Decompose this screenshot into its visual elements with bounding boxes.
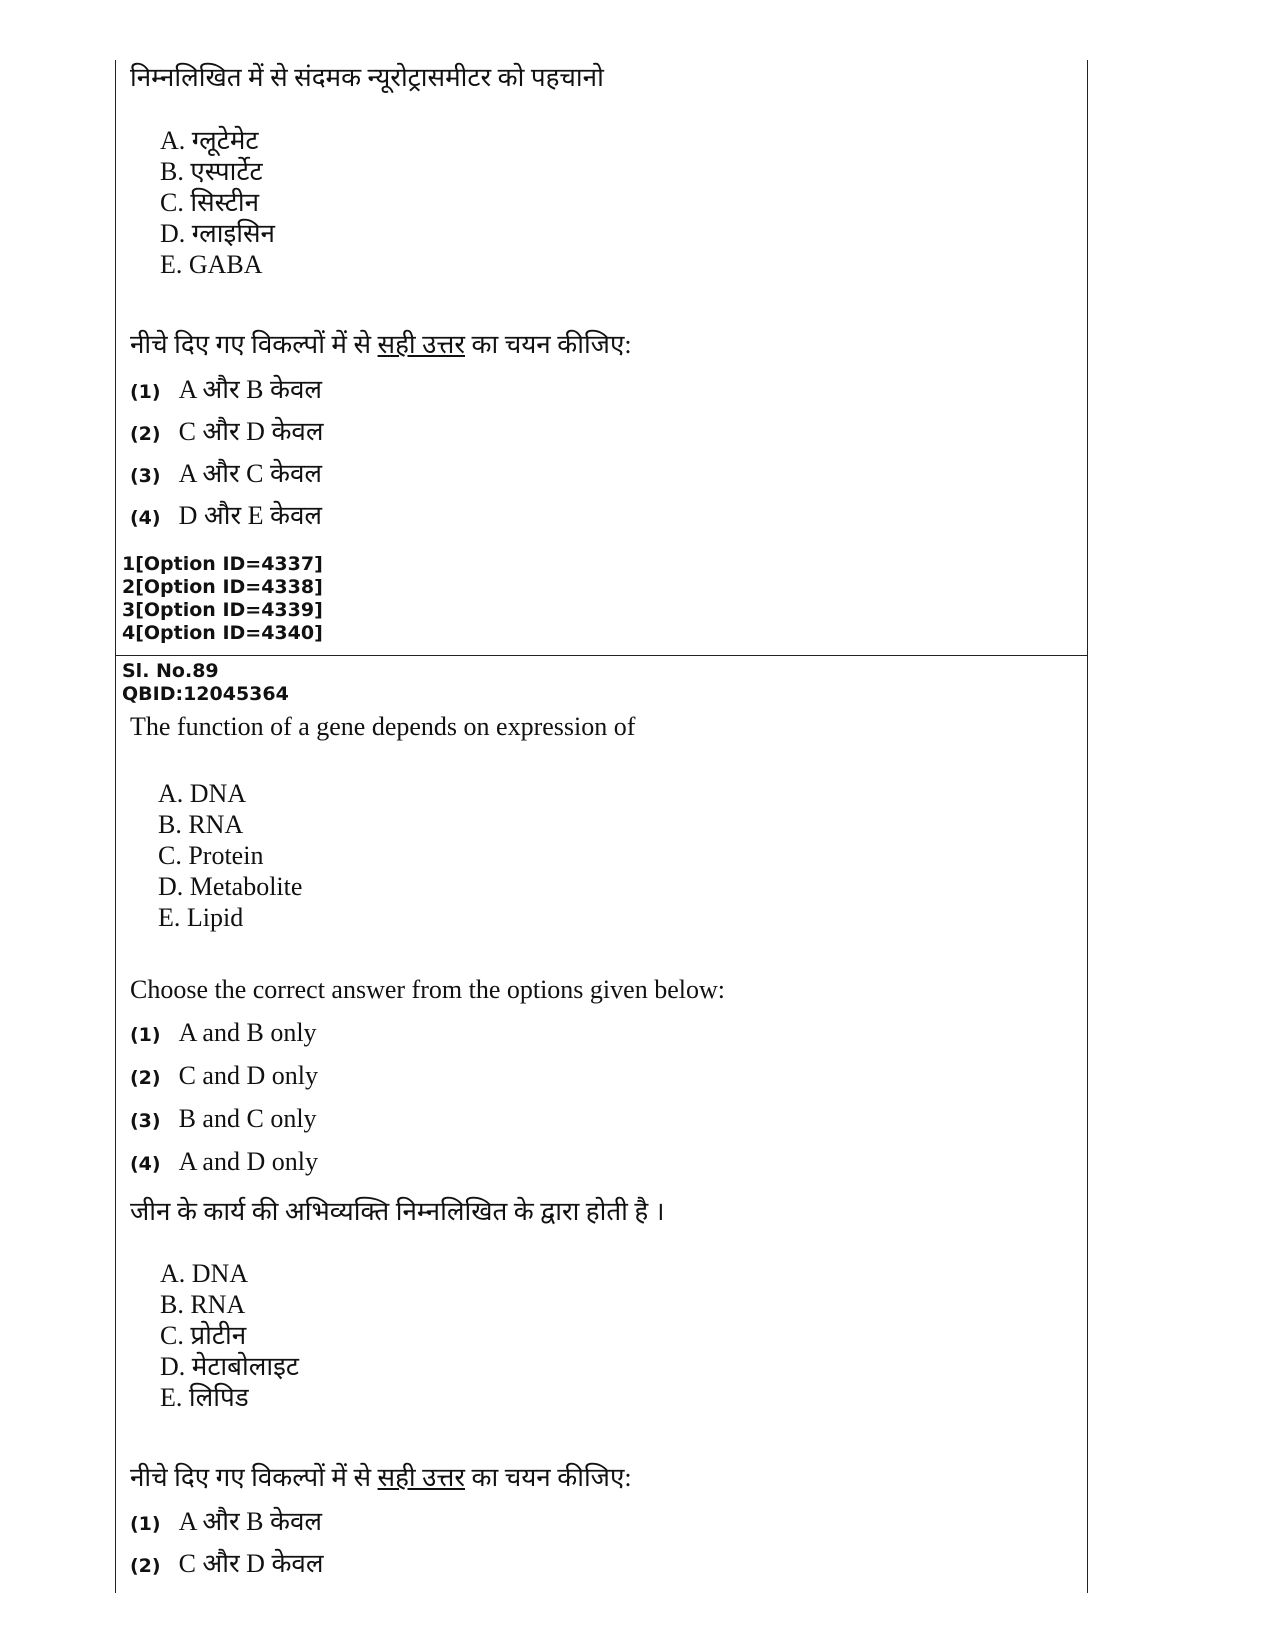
- statement-item: A. ग्लूटेमेट: [160, 126, 259, 155]
- statement-list-english: [158, 778, 302, 933]
- option-text: C और D केवल: [178, 417, 324, 446]
- option-text: A और C केवल: [178, 459, 323, 488]
- answer-option[interactable]: [130, 454, 322, 490]
- option-id: 3[Option ID=4339]: [122, 599, 323, 621]
- answer-option[interactable]: [130, 1104, 317, 1134]
- answer-option[interactable]: [130, 370, 322, 406]
- statement-item: D. Metabolite: [158, 872, 303, 901]
- question-header: [122, 660, 289, 706]
- statement-item: D. मेटाबोलाइट: [160, 1352, 299, 1381]
- question-stem-english: The function of a gene depends on expression of: [130, 712, 636, 741]
- instruction-text-hindi: नीचे दिए गए विकल्पों में से सही उत्तर का चयन कीजिए:: [130, 1463, 632, 1492]
- question-stem: निम्नलिखित में से संदमक न्यूरोट्रासमीटर को पहचानो: [130, 63, 604, 92]
- option-number: (1): [130, 1024, 161, 1046]
- instruction-underlined: सही उत्तर: [377, 330, 466, 359]
- statement-item: B. RNA: [158, 810, 244, 839]
- statement-item: B. RNA: [160, 1290, 246, 1319]
- option-text: C and D only: [178, 1061, 318, 1090]
- option-number: (2): [130, 423, 161, 445]
- answer-option[interactable]: [130, 1502, 322, 1538]
- statement-list: [160, 125, 275, 280]
- statement-item: C. Protein: [158, 841, 264, 870]
- option-text: A and D only: [178, 1147, 318, 1176]
- option-text: D और E केवल: [178, 501, 323, 530]
- option-number: (2): [130, 1067, 161, 1089]
- answer-option[interactable]: [130, 1544, 324, 1580]
- option-number: (1): [130, 1513, 161, 1535]
- option-text: A और B केवल: [178, 375, 323, 404]
- answer-option[interactable]: [130, 496, 322, 532]
- statement-item: E. Lipid: [158, 903, 244, 932]
- option-number: (3): [130, 465, 161, 487]
- statement-list-hindi: [160, 1258, 299, 1413]
- option-id: 4[Option ID=4340]: [122, 622, 323, 644]
- statement-item: E. GABA: [160, 250, 263, 279]
- option-number: (2): [130, 1555, 161, 1577]
- answer-option[interactable]: [130, 1147, 318, 1177]
- row-divider: [115, 655, 1088, 656]
- option-id-list: [122, 553, 323, 645]
- statement-item: A. DNA: [158, 779, 247, 808]
- option-id: 1[Option ID=4337]: [122, 553, 323, 575]
- answer-option[interactable]: [130, 1018, 317, 1048]
- instruction-text-english: Choose the correct answer from the options given below:: [130, 975, 725, 1004]
- instruction-text: नीचे दिए गए विकल्पों में से सही उत्तर का चयन कीजिए:: [130, 330, 632, 359]
- option-number: (4): [130, 1153, 161, 1175]
- qbid: QBID:12045364: [122, 683, 289, 705]
- option-text: B and C only: [178, 1104, 317, 1133]
- question-stem-hindi: जीन के कार्य की अभिव्यक्ति निम्नलिखित के द्वारा होती है ।: [130, 1197, 665, 1226]
- serial-number: Sl. No.89: [122, 660, 219, 682]
- statement-item: C. प्रोटीन: [160, 1321, 247, 1350]
- instruction-underlined: सही उत्तर: [377, 1463, 466, 1492]
- option-number: (1): [130, 381, 161, 403]
- statement-item: A. DNA: [160, 1259, 249, 1288]
- option-text: C और D केवल: [178, 1549, 324, 1578]
- statement-item: D. ग्लाइसिन: [160, 219, 275, 248]
- option-number: (3): [130, 1110, 161, 1132]
- option-id: 2[Option ID=4338]: [122, 576, 323, 598]
- statement-item: C. सिस्टीन: [160, 188, 260, 217]
- option-number: (4): [130, 507, 161, 529]
- answer-option[interactable]: [130, 1061, 318, 1091]
- option-text: A और B केवल: [178, 1507, 323, 1536]
- answer-option[interactable]: [130, 412, 324, 448]
- statement-item: B. एस्पार्टेट: [160, 157, 263, 186]
- statement-item: E. लिपिड: [160, 1383, 249, 1412]
- option-text: A and B only: [178, 1018, 317, 1047]
